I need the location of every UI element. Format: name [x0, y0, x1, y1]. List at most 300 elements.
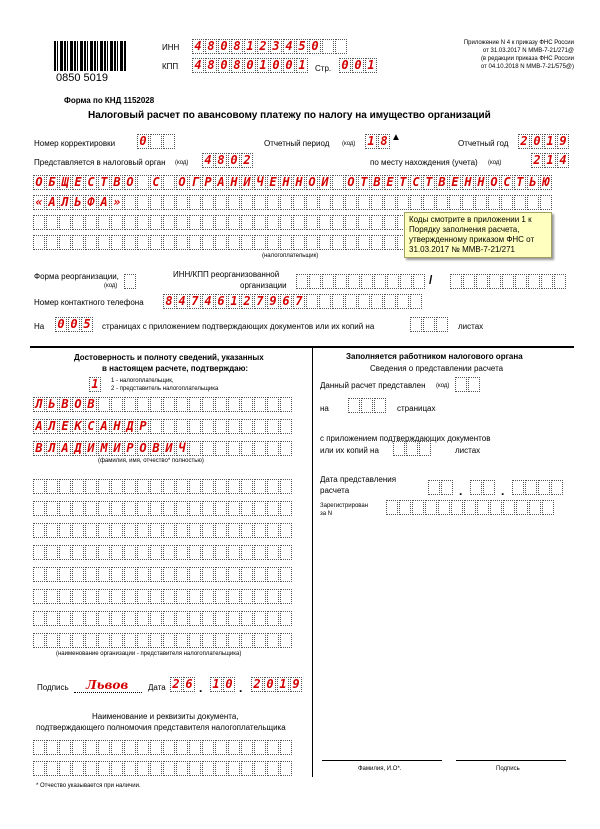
doc-line2[interactable] [33, 761, 293, 776]
char-cell [228, 419, 240, 434]
reorg-code-label: (код) [104, 283, 118, 289]
char-cell [332, 294, 344, 309]
appendix-line1: Приложение N 4 к приказу ФНС России [463, 40, 574, 46]
char-cell: Т [514, 175, 526, 190]
char-cell [85, 523, 97, 538]
char-cell [46, 545, 58, 560]
char-cell [72, 611, 84, 626]
day-field[interactable] [170, 677, 196, 692]
char-cell [163, 195, 175, 210]
date-dot1: . [199, 681, 203, 695]
sign-label: Подпись [37, 683, 69, 692]
char-cell [59, 740, 71, 755]
char-cell: 1 [277, 677, 289, 692]
char-cell [59, 215, 71, 230]
char-cell [202, 441, 214, 456]
char-cell [280, 589, 292, 604]
char-cell [189, 195, 201, 210]
char-cell [540, 195, 552, 210]
authority-field[interactable] [202, 153, 254, 168]
char-cell: 8 [163, 294, 175, 309]
char-cell [124, 274, 136, 289]
char-cell [538, 480, 550, 495]
name-field[interactable] [33, 419, 293, 434]
char-cell [124, 611, 136, 626]
rep-org-line5[interactable] [33, 567, 293, 582]
char-cell [202, 501, 214, 516]
char-cell [280, 523, 292, 538]
char-cell [163, 419, 175, 434]
char-cell [189, 441, 201, 456]
char-cell [464, 500, 476, 515]
char-cell [163, 175, 175, 190]
char-cell [215, 589, 227, 604]
inn-field[interactable] [192, 39, 348, 54]
char-cell: 2 [518, 134, 530, 149]
attach-label1: с приложением подтверждающих документов [320, 434, 491, 443]
correction-label: Номер корректировки [34, 139, 116, 148]
char-cell [425, 500, 437, 515]
page-field[interactable] [339, 58, 378, 73]
char-cell [371, 235, 383, 250]
char-cell: » [111, 195, 123, 210]
signer-option1: 1 - налогоплательщик, [111, 378, 174, 384]
reorg-field[interactable] [124, 274, 137, 289]
char-cell: К [72, 419, 84, 434]
char-cell [150, 134, 162, 149]
section-divider [30, 346, 574, 348]
char-cell [33, 589, 45, 604]
char-cell [335, 274, 347, 289]
submitted-code-field[interactable] [455, 377, 481, 392]
char-cell: 6 [280, 294, 292, 309]
char-cell: 4 [202, 294, 214, 309]
pages-field[interactable] [55, 317, 94, 332]
char-cell [98, 479, 110, 494]
char-cell [267, 501, 279, 516]
registered-number-field[interactable] [386, 500, 555, 515]
rep-org-line3[interactable] [33, 523, 293, 538]
char-cell [241, 740, 253, 755]
char-cell [410, 294, 422, 309]
char-cell [254, 589, 266, 604]
char-cell [254, 235, 266, 250]
char-cell [85, 501, 97, 516]
rep-org-line7[interactable] [33, 611, 293, 626]
char-cell [85, 589, 97, 604]
char-cell: 0 [283, 58, 295, 73]
location-field[interactable] [531, 153, 570, 168]
char-cell [475, 195, 487, 210]
char-cell [176, 479, 188, 494]
doc-line1[interactable] [33, 740, 293, 755]
char-cell [215, 215, 227, 230]
char-cell [501, 195, 513, 210]
period-field[interactable] [365, 134, 391, 149]
char-cell [503, 500, 515, 515]
char-cell [280, 235, 292, 250]
char-cell: Ю [540, 175, 552, 190]
char-cell: А [46, 195, 58, 210]
reorg-kpp-field[interactable] [450, 274, 567, 289]
reorg-label: Форма реорганизации, [34, 272, 119, 281]
inn-label: ИНН [162, 43, 180, 52]
char-cell [384, 195, 396, 210]
sheets-field[interactable] [410, 317, 449, 332]
char-cell: 0 [309, 39, 321, 54]
char-cell [124, 589, 136, 604]
char-cell [384, 294, 396, 309]
char-cell [254, 611, 266, 626]
char-cell [150, 761, 162, 776]
sub-year-field[interactable] [512, 480, 564, 495]
char-cell [59, 611, 71, 626]
char-cell: 0 [531, 134, 543, 149]
char-cell [33, 523, 45, 538]
char-cell [280, 761, 292, 776]
char-cell: В [85, 397, 97, 412]
char-cell [98, 397, 110, 412]
year-field[interactable] [518, 134, 570, 149]
char-cell [267, 589, 279, 604]
char-cell [463, 274, 475, 289]
char-cell [33, 215, 45, 230]
char-cell [111, 235, 123, 250]
char-cell [462, 195, 474, 210]
char-cell [470, 480, 482, 495]
char-cell [150, 567, 162, 582]
date-dot2: . [239, 681, 243, 695]
char-cell: 2 [251, 677, 263, 692]
char-cell [46, 215, 58, 230]
char-cell: 6 [215, 294, 227, 309]
char-cell: А [98, 419, 110, 434]
char-cell [554, 274, 566, 289]
char-cell [215, 397, 227, 412]
char-cell [33, 501, 45, 516]
officer-pages-field[interactable] [348, 398, 387, 413]
char-cell [450, 274, 462, 289]
rep-org-caption: (наименование организации - представителя налогоплательщика) [56, 651, 242, 657]
rep-org-line6[interactable] [33, 589, 293, 604]
char-cell: Ч [176, 441, 188, 456]
char-cell [306, 195, 318, 210]
char-cell: Т [423, 175, 435, 190]
char-cell [137, 545, 149, 560]
char-cell [215, 567, 227, 582]
char-cell [163, 589, 175, 604]
org-name-line1[interactable] [33, 175, 553, 190]
char-cell: 9 [557, 134, 569, 149]
char-cell [319, 294, 331, 309]
rep-org-line4[interactable] [33, 545, 293, 560]
char-cell [189, 567, 201, 582]
char-cell [241, 195, 253, 210]
char-cell [514, 195, 526, 210]
char-cell: 0 [68, 317, 80, 332]
char-cell [150, 523, 162, 538]
char-cell [254, 740, 266, 755]
taxpayer-caption: (налогоплательщик) [262, 253, 319, 259]
char-cell: 0 [218, 39, 230, 54]
rep-org-line1[interactable] [33, 479, 293, 494]
char-cell [189, 545, 201, 560]
char-cell [137, 501, 149, 516]
char-cell [361, 398, 373, 413]
char-cell [189, 397, 201, 412]
signature-line [74, 692, 142, 693]
char-cell [59, 589, 71, 604]
char-cell [267, 441, 279, 456]
char-cell: 4 [176, 294, 188, 309]
char-cell [267, 479, 279, 494]
char-cell [46, 479, 58, 494]
char-cell [163, 397, 175, 412]
registered-label2: за N [320, 511, 333, 517]
char-cell [124, 567, 136, 582]
char-cell: Т [397, 175, 409, 190]
char-cell [150, 611, 162, 626]
char-cell [267, 195, 279, 210]
char-cell [46, 633, 58, 648]
confirm-heading2: в настоящем расчете, подтверждаю: [102, 364, 249, 373]
char-cell [215, 235, 227, 250]
char-cell: 1 [244, 39, 256, 54]
char-cell [215, 740, 227, 755]
char-cell: 1 [89, 377, 101, 392]
char-cell [98, 235, 110, 250]
char-cell [241, 397, 253, 412]
char-cell [468, 377, 480, 392]
location-label: по месту нахождения (учета) [370, 158, 478, 167]
footnote: * Отчество указывается при наличии. [36, 783, 141, 789]
char-cell [215, 419, 227, 434]
pages-text: страницах с приложением подтверждающих документов или их копий на [102, 322, 375, 331]
submission-date-label1: Дата представления [320, 475, 397, 484]
char-cell [477, 500, 489, 515]
char-cell [348, 398, 360, 413]
char-cell [111, 479, 123, 494]
char-cell [150, 397, 162, 412]
reorg-inn-field[interactable] [296, 274, 426, 289]
char-cell [228, 501, 240, 516]
char-cell [85, 235, 97, 250]
char-cell [345, 294, 357, 309]
char-cell [46, 611, 58, 626]
char-cell [397, 294, 409, 309]
char-cell [189, 501, 201, 516]
officer-sign-line [456, 760, 566, 761]
char-cell: 0 [244, 58, 256, 73]
submitted-label: Данный расчет представлен [320, 381, 426, 390]
char-cell: 2 [241, 294, 253, 309]
char-cell [72, 479, 84, 494]
char-cell [371, 215, 383, 230]
char-cell: Е [449, 175, 461, 190]
char-cell: Е [59, 419, 71, 434]
char-cell: 0 [137, 134, 149, 149]
char-cell [189, 633, 201, 648]
char-cell: 9 [290, 677, 302, 692]
char-cell [98, 611, 110, 626]
char-cell: Л [46, 441, 58, 456]
year-sign-field[interactable] [251, 677, 303, 692]
char-cell [319, 235, 331, 250]
char-cell [502, 274, 514, 289]
sub-day-field[interactable] [428, 480, 454, 495]
char-cell [551, 480, 563, 495]
officer-sheets-field[interactable] [393, 441, 432, 456]
char-cell [163, 134, 175, 149]
char-cell [202, 545, 214, 560]
char-cell [202, 589, 214, 604]
char-cell [436, 317, 448, 332]
org-name-line2[interactable] [33, 195, 553, 210]
surname-field[interactable] [33, 397, 293, 412]
rep-org-line2[interactable] [33, 501, 293, 516]
char-cell [332, 215, 344, 230]
char-cell: С [85, 175, 97, 190]
char-cell: 1 [210, 677, 222, 692]
phone-field[interactable] [163, 294, 423, 309]
char-cell: Н [111, 419, 123, 434]
char-cell [163, 545, 175, 560]
char-cell [72, 761, 84, 776]
char-cell: О [72, 397, 84, 412]
char-cell [215, 761, 227, 776]
char-cell: А [59, 441, 71, 456]
char-cell [163, 567, 175, 582]
char-cell: В [436, 175, 448, 190]
char-cell [406, 441, 418, 456]
char-cell [189, 235, 201, 250]
char-cell [150, 501, 162, 516]
sub-month-field[interactable] [470, 480, 496, 495]
inn-kpp-slash: / [429, 273, 433, 287]
char-cell [306, 294, 318, 309]
char-cell: С [85, 419, 97, 434]
column-divider [312, 347, 313, 777]
pages-prefix: На [34, 322, 45, 331]
char-cell [189, 215, 201, 230]
char-cell [111, 589, 123, 604]
char-cell: Т [358, 175, 370, 190]
char-cell [254, 195, 266, 210]
rep-org-line8[interactable] [33, 633, 293, 648]
char-cell: Ь [72, 195, 84, 210]
char-cell [59, 523, 71, 538]
char-cell [150, 419, 162, 434]
month-field[interactable] [210, 677, 236, 692]
char-cell [280, 633, 292, 648]
char-cell [267, 740, 279, 755]
char-cell [176, 611, 188, 626]
char-cell [358, 235, 370, 250]
char-cell [98, 589, 110, 604]
char-cell: Д [124, 419, 136, 434]
char-cell [150, 195, 162, 210]
char-cell [98, 215, 110, 230]
char-cell [163, 501, 175, 516]
char-cell [46, 567, 58, 582]
char-cell [72, 567, 84, 582]
char-cell [241, 215, 253, 230]
char-cell: Р [124, 441, 136, 456]
char-cell [332, 175, 344, 190]
kpp-field[interactable] [192, 58, 309, 73]
char-cell: О [33, 175, 45, 190]
signer-type-field[interactable] [89, 377, 102, 392]
char-cell [189, 761, 201, 776]
char-cell [267, 761, 279, 776]
fio-caption: (фамилия, имя, отчество* полностью) [98, 458, 204, 464]
char-cell: 0 [218, 58, 230, 73]
char-cell [137, 215, 149, 230]
char-cell [98, 545, 110, 560]
char-cell [451, 500, 463, 515]
char-cell: Д [72, 441, 84, 456]
char-cell: Е [384, 175, 396, 190]
char-cell [254, 215, 266, 230]
char-cell [137, 235, 149, 250]
char-cell: 7 [254, 294, 266, 309]
char-cell [111, 397, 123, 412]
char-cell [228, 195, 240, 210]
char-cell: 6 [183, 677, 195, 692]
sub-date-dot1: . [459, 484, 463, 498]
char-cell [98, 761, 110, 776]
char-cell: Ь [527, 175, 539, 190]
char-cell: 0 [352, 58, 364, 73]
char-cell [215, 633, 227, 648]
char-cell [345, 215, 357, 230]
attach-label2: или их копий на [320, 446, 379, 455]
char-cell: Т [98, 175, 110, 190]
char-cell [280, 419, 292, 434]
char-cell [254, 501, 266, 516]
char-cell [98, 501, 110, 516]
char-cell [33, 545, 45, 560]
char-cell [241, 633, 253, 648]
char-cell [319, 215, 331, 230]
correction-field[interactable] [137, 134, 176, 149]
char-cell [371, 195, 383, 210]
char-cell [280, 215, 292, 230]
char-cell [419, 441, 431, 456]
char-cell [423, 317, 435, 332]
char-cell [483, 480, 495, 495]
char-cell [254, 523, 266, 538]
char-cell [512, 480, 524, 495]
char-cell [441, 480, 453, 495]
officer-sign-label: Подпись [496, 766, 520, 772]
char-cell: 1 [544, 134, 556, 149]
char-cell [72, 215, 84, 230]
codes-tooltip: Коды смотрите в приложении 1 к Порядку заполнения расчета, утвержденному приказом ФНС от 31.03.2017 № ММВ-7-21/271 [404, 212, 552, 258]
char-cell [267, 235, 279, 250]
knd-label: Форма по КНД 1152028 [64, 96, 155, 105]
char-cell [124, 215, 136, 230]
patronymic-field[interactable] [33, 441, 293, 456]
char-cell: И [85, 441, 97, 456]
char-cell [215, 523, 227, 538]
sheets-label: листах [458, 322, 484, 331]
char-cell: Щ [59, 175, 71, 190]
char-cell: В [371, 175, 383, 190]
char-cell [137, 479, 149, 494]
barcode-number: 0850 5019 [56, 72, 108, 84]
char-cell [85, 479, 97, 494]
